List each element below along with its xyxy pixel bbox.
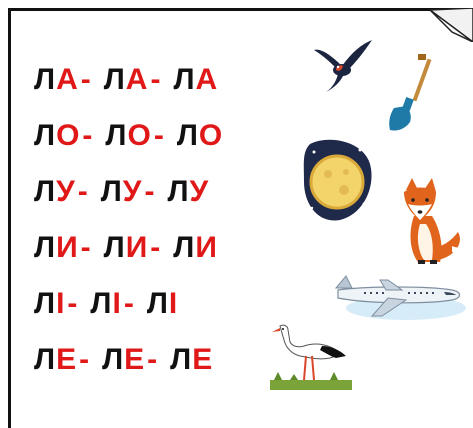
syllable-separator: - [147,343,159,376]
syllable-vowel: О [198,119,224,152]
syllable-vowel: Е [124,343,146,376]
syllable-consonant: Л [34,343,57,376]
syllable-vowel: А [56,63,79,96]
syllable-vowel: І [168,287,179,320]
syllable-vowel: Е [192,343,214,376]
syllable [105,114,151,158]
syllable-consonant: Л [34,119,57,152]
syllable-separator: - [80,231,92,264]
syllable-consonant: Л [103,63,126,96]
syllable-vowel: О [127,119,152,152]
syllable-vowel: І [56,287,66,320]
syllable [34,170,76,214]
swallow-icon [312,36,374,94]
syllable-consonant: Л [170,343,193,376]
syllable-vowel: И [56,231,79,264]
syllable-vowel: У [56,175,76,208]
syllable-vowel: І [112,287,122,320]
syllable-consonant: Л [102,343,125,376]
syllable-vowel: А [125,63,149,96]
syllable-vowel: У [122,175,143,208]
syllable-separator: - [80,63,92,96]
syllable [104,58,149,102]
syllable-separator: - [82,119,94,152]
airplane-icon [328,268,468,324]
syllable-consonant: Л [90,287,113,320]
syllable-consonant: Л [105,119,128,152]
syllable [34,338,77,382]
syllable-consonant: Л [34,231,57,264]
syllable-consonant: Л [167,175,190,208]
syllable [34,114,80,158]
syllable-row [34,226,223,282]
syllable [34,226,79,270]
syllable-separator: - [153,119,165,152]
shovel-icon [380,50,432,136]
syllable [90,282,121,326]
syllable-vowel: И [125,231,149,264]
syllable-row [34,170,223,226]
syllable [170,338,213,382]
syllable [102,338,145,382]
syllable-consonant: Л [103,231,126,264]
syllable [173,226,218,270]
syllable-vowel: Е [56,343,78,376]
syllable-list [34,58,223,394]
syllable [104,226,149,270]
syllable-row [34,58,223,114]
syllable [34,58,79,102]
syllable-row [34,282,223,338]
stork-icon [270,322,352,390]
syllable-consonant: Л [34,287,57,320]
syllable [177,114,223,158]
syllable-separator: - [150,63,162,96]
syllable [101,170,143,214]
syllable-consonant: Л [100,175,123,208]
syllable-separator: - [77,175,89,208]
syllable-consonant: Л [176,119,199,152]
syllable-vowel: О [56,119,81,152]
syllable-separator: - [150,231,162,264]
syllable-vowel: У [189,175,210,208]
syllable [147,282,178,326]
syllable-separator: - [123,287,135,320]
syllable-vowel: А [195,63,219,96]
syllable-vowel: И [195,231,218,264]
syllable-consonant: Л [173,231,196,264]
syllable-row [34,338,223,394]
syllable-consonant: Л [34,175,57,208]
syllable [167,170,209,214]
syllable-separator: - [67,287,79,320]
syllable-separator: - [79,343,91,376]
page-fold-corner [430,8,473,42]
syllable-separator: - [144,175,156,208]
syllable-row [34,114,223,170]
syllable [34,282,65,326]
fox-icon [398,176,464,268]
syllable-consonant: Л [34,63,57,96]
syllable [173,58,218,102]
moon-icon [300,134,374,224]
syllable-consonant: Л [146,287,169,320]
syllable-consonant: Л [173,63,196,96]
